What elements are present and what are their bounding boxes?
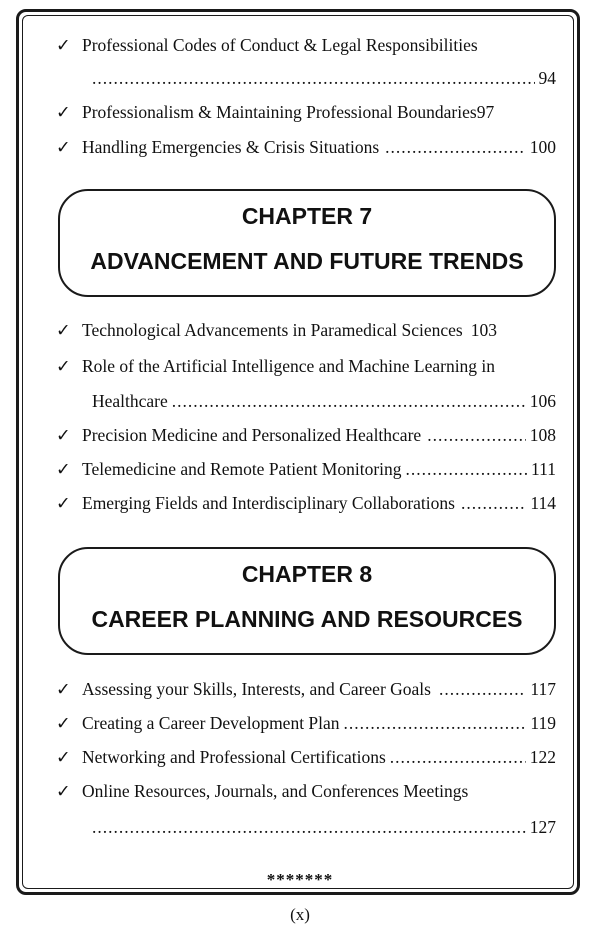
page-number: (x) [290, 905, 310, 924]
chapter-number: CHAPTER 8 [241, 561, 373, 587]
toc-entry-page: 117 [530, 679, 556, 699]
toc-entry-page: 119 [530, 713, 556, 733]
dot-leader [344, 712, 527, 734]
toc-entry-title: Assessing your Skills, Interests, and Career Goals [82, 679, 431, 699]
toc-entry-row [82, 424, 556, 446]
check-icon: ✓ [56, 493, 71, 513]
dot-leader [385, 136, 526, 158]
toc-entry-leader-row [92, 67, 556, 89]
toc-entry-row [82, 136, 556, 158]
check-icon: ✓ [56, 679, 71, 699]
toc-entry-page: 111 [531, 459, 556, 479]
toc-entry-page: 127 [529, 817, 556, 837]
toc-entry-row [82, 746, 556, 768]
toc-entry-title: Professional Codes of Conduct & Legal Responsibilities [82, 35, 478, 55]
dot-leader [461, 492, 526, 514]
toc-entry-title: Technological Advancements in Paramedical Sciences [82, 320, 463, 340]
check-icon: ✓ [56, 747, 71, 767]
dot-leader [172, 390, 526, 412]
chapter-7-heading-box [58, 189, 556, 297]
toc-entry-title-cont: Healthcare [92, 391, 168, 411]
check-icon: ✓ [56, 137, 71, 157]
check-icon: ✓ [56, 781, 71, 801]
toc-entry-row [82, 678, 556, 700]
dot-leader [92, 816, 526, 838]
toc-entry-title: Precision Medicine and Personalized Healthcare [82, 425, 422, 445]
toc-entry-title: Role of the Artificial Intelligence and Machine Learning in [82, 356, 496, 376]
chapter-8-heading-box [58, 547, 556, 655]
check-icon: ✓ [56, 425, 71, 445]
dot-leader [439, 678, 526, 700]
toc-entry-leader-row [92, 816, 556, 838]
dot-leader [390, 746, 526, 768]
check-icon: ✓ [56, 459, 71, 479]
toc-entry-page: 103 [470, 320, 497, 340]
toc-entry-title: Handling Emergencies & Crisis Situations [82, 137, 380, 157]
chapter-title: ADVANCEMENT AND FUTURE TRENDS [90, 248, 524, 274]
toc-entry-row [82, 458, 556, 480]
toc-entry-title: Telemedicine and Remote Patient Monitoring [82, 459, 402, 479]
toc-entry-title: Emerging Fields and Interdisciplinary Collaborations [82, 493, 455, 513]
dot-leader [427, 424, 526, 446]
toc-entry-page: 106 [529, 391, 556, 411]
section-end-stars: ******* [266, 870, 334, 889]
toc-entry-row [82, 712, 556, 734]
toc-entry-title: Online Resources, Journals, and Conferences Meetings [82, 781, 469, 801]
toc-entry-page: 108 [529, 425, 556, 445]
toc-entry-title: Creating a Career Development Plan [82, 713, 340, 733]
toc-entry-row [82, 319, 556, 341]
check-icon: ✓ [56, 356, 71, 376]
toc-entry-row [92, 390, 556, 412]
toc-entry-title: Networking and Professional Certifications [82, 747, 386, 767]
toc-entry-page: 114 [530, 493, 556, 513]
toc-entry-page: 100 [529, 137, 556, 157]
toc-entry-row [82, 101, 556, 123]
dot-leader [92, 67, 535, 89]
toc-entry-page: 94 [538, 68, 556, 88]
dot-leader [406, 458, 528, 480]
check-icon: ✓ [56, 713, 71, 733]
check-icon: ✓ [56, 320, 71, 340]
toc-entry-title: Professionalism & Maintaining Professional Boundaries [82, 102, 477, 122]
toc-entry-page: 122 [529, 747, 556, 767]
chapter-title: CAREER PLANNING AND RESOURCES [91, 606, 523, 632]
check-icon: ✓ [56, 35, 71, 55]
toc-entry-page: 97 [476, 102, 495, 122]
toc-entry-row [82, 492, 556, 514]
chapter-number: CHAPTER 7 [241, 203, 373, 229]
check-icon: ✓ [56, 102, 71, 122]
